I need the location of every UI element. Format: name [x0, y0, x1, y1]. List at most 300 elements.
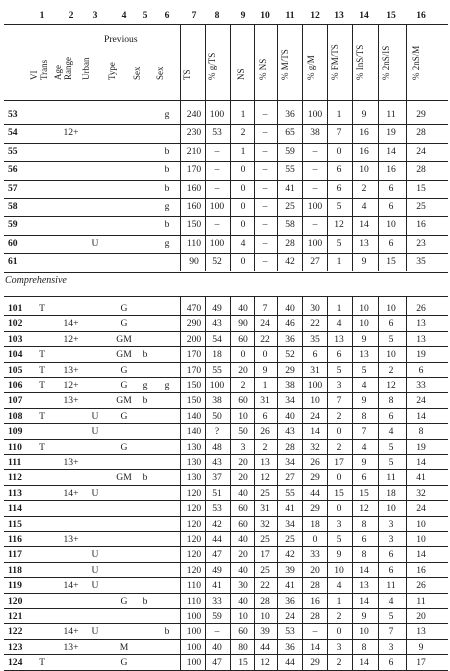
table-cell: 13 [416, 333, 426, 345]
header-pct-g-m: % g/M [306, 55, 316, 80]
table-cell: 53 [212, 503, 222, 515]
table-cell: 18 [386, 487, 396, 499]
table-cell: 9 [361, 333, 367, 345]
row-id: 59 [8, 219, 18, 231]
header-top-rule [4, 24, 448, 25]
row-id: 117 [8, 549, 22, 561]
table-cell: 14 [416, 457, 426, 468]
table-cell: 6 [418, 364, 424, 376]
table-cell: U [91, 564, 99, 576]
table-cell: 6 [262, 410, 268, 422]
table-cell: 29 [310, 657, 320, 669]
column-rule [254, 296, 255, 670]
table-cell: 2 [240, 380, 246, 391]
row-rule [4, 500, 448, 501]
table-cell: 10 [416, 518, 426, 530]
table-cell: 6 [361, 472, 367, 484]
table-cell: 120 [186, 564, 202, 576]
table-cell: 12 [359, 503, 369, 515]
table-cell: 60 [238, 333, 248, 345]
table-cell: 37 [212, 472, 222, 484]
table-cell: 120 [186, 487, 202, 499]
row-rule [4, 670, 448, 671]
table-cell: 13 [260, 457, 270, 468]
table-cell: g [164, 201, 170, 212]
table-cell: 20 [238, 472, 248, 484]
table-cell: 3 [388, 518, 394, 530]
table-cell: 30 [310, 303, 320, 314]
row-id: 112 [8, 472, 22, 484]
table-cell: T [39, 364, 45, 376]
table-cell: 4 [336, 580, 342, 592]
table-cell: 20 [238, 364, 248, 376]
table-cell: 28 [285, 441, 295, 453]
table-cell: 41 [285, 580, 295, 592]
row-rule [4, 639, 448, 640]
table-cell: 8 [361, 518, 367, 530]
table-cell: 19 [416, 441, 426, 453]
row-id: 61 [8, 256, 18, 268]
table-cell: 13 [416, 318, 426, 330]
row-id: 109 [8, 426, 23, 438]
table-cell: – [312, 219, 318, 231]
table-cell: 42 [285, 256, 295, 268]
table-cell: 4 [240, 237, 246, 249]
table-cell: 48 [212, 441, 222, 453]
table-cell: 13 [359, 349, 369, 361]
table-cell: 25 [416, 201, 426, 212]
row-id: 113 [8, 487, 22, 499]
table-cell: 240 [186, 109, 202, 120]
table-cell: 33 [310, 549, 320, 561]
table-cell: b [164, 145, 170, 157]
table-cell: 44 [260, 641, 270, 653]
table-cell: 28 [310, 580, 320, 592]
row-id: 111 [8, 457, 22, 468]
table-cell: 120 [186, 518, 202, 530]
table-cell: 0 [312, 534, 318, 545]
table-cell: b [164, 164, 170, 176]
row-rule [4, 531, 448, 532]
table-cell: 27 [285, 472, 295, 484]
table-cell: GM [116, 472, 132, 484]
table-cell: 11 [386, 580, 396, 592]
table-cell: 6 [361, 534, 367, 545]
table-cell: T [39, 441, 45, 453]
row-rule [4, 423, 448, 424]
table-cell: 14 [359, 219, 369, 231]
table-cell: 2 [336, 441, 342, 453]
table-cell: 210 [186, 145, 202, 157]
table-cell: 26 [416, 303, 426, 314]
column-rule [180, 24, 181, 271]
table-cell: b [142, 595, 148, 607]
table-cell: 38 [285, 380, 295, 391]
table-cell: 36 [285, 641, 295, 653]
table-cell: 14+ [63, 626, 79, 638]
row-rule [4, 469, 448, 470]
table-cell: U [91, 549, 99, 561]
table-cell: 32 [260, 518, 270, 530]
table-cell: 25 [260, 487, 270, 499]
table-cell: 25 [285, 534, 295, 545]
header-age: Age [53, 65, 63, 80]
table-cell: 12 [260, 657, 270, 669]
table-cell: 34 [285, 518, 295, 530]
table-cell: 40 [285, 303, 295, 314]
row-id: 104 [8, 349, 23, 361]
table-cell: 6 [388, 182, 394, 194]
table-cell: 28 [416, 127, 426, 139]
table-cell: 26 [416, 580, 426, 592]
table-cell: 140 [186, 410, 202, 422]
table-cell: 12+ [63, 333, 79, 345]
table-cell: 3 [240, 441, 246, 453]
table-cell: T [39, 349, 45, 361]
table-cell: 50 [238, 426, 248, 438]
table-cell: 14 [416, 410, 426, 422]
table-cell: 230 [186, 127, 202, 139]
table-cell: 9 [361, 395, 367, 407]
table-cell: 49 [212, 564, 222, 576]
table-cell: 1 [336, 109, 342, 120]
table-cell: 0 [336, 472, 342, 484]
row-id: 122 [8, 626, 23, 638]
table-cell: 47 [212, 549, 222, 561]
table-cell: 59 [212, 611, 222, 622]
table-cell: 24 [416, 395, 426, 407]
table-cell: 54 [212, 333, 222, 345]
table-cell: 51 [212, 487, 222, 499]
table-cell: 13 [359, 580, 369, 592]
column-number: 5 [142, 10, 148, 21]
table-cell: 60 [238, 503, 248, 515]
table-cell: 6 [388, 410, 394, 422]
column-rule [254, 24, 255, 271]
row-id: 102 [8, 318, 23, 330]
table-cell: 16 [416, 564, 426, 576]
table-cell: 20 [238, 457, 248, 468]
table-cell: b [142, 349, 148, 361]
header-sex: Sex [155, 66, 165, 80]
table-cell: 29 [310, 472, 320, 484]
table-cell: GM [116, 395, 132, 407]
table-cell: 110 [186, 595, 202, 607]
row-rule [4, 346, 448, 347]
row-id: 57 [8, 182, 18, 194]
table-cell: 33 [416, 380, 426, 391]
row-id: 121 [8, 611, 23, 622]
row-rule [4, 654, 448, 655]
column-number: 8 [214, 10, 220, 21]
table-cell: 12+ [63, 380, 79, 391]
table-cell: 2 [388, 364, 394, 376]
row-id: 107 [8, 395, 23, 407]
table-cell: – [262, 237, 268, 249]
table-cell: 39 [285, 564, 295, 576]
column-number: 12 [310, 10, 320, 21]
table-cell: 41 [212, 580, 222, 592]
table-cell: 31 [260, 503, 270, 515]
table-cell: 52 [212, 256, 222, 268]
table-cell: 60 [238, 518, 248, 530]
table-cell: 24 [416, 503, 426, 515]
row-rule [4, 392, 448, 393]
column-rule [277, 296, 278, 670]
table-cell: 110 [186, 580, 202, 592]
table-cell: 40 [238, 564, 248, 576]
header-previous: Previous [104, 34, 138, 45]
table-cell: G [120, 303, 128, 314]
table-cell: 6 [312, 349, 318, 361]
table-cell: 100 [209, 237, 225, 249]
table-cell: 2 [240, 127, 246, 139]
table-cell: 17 [416, 657, 426, 669]
header-bottom-rule [4, 100, 448, 101]
table-cell: 9 [336, 549, 342, 561]
table-cell: 0 [240, 201, 246, 212]
table-cell: 28 [285, 237, 295, 249]
header-type: Type [107, 62, 117, 80]
header-range: Range [63, 57, 73, 80]
table-cell: 7 [388, 626, 394, 638]
table-cell: 2 [336, 657, 342, 669]
table-cell: 14+ [63, 580, 79, 592]
table-cell: 170 [186, 349, 202, 361]
table-cell: 14 [359, 564, 369, 576]
table-cell: 15 [334, 487, 344, 499]
row-rule [4, 608, 448, 609]
table-cell: 16 [310, 595, 320, 607]
table-cell: 3 [336, 641, 342, 653]
table-cell: 40 [212, 641, 222, 653]
table-cell: b [164, 626, 170, 638]
table-cell: – [262, 109, 268, 120]
table-cell: 100 [209, 201, 225, 212]
table-cell: 290 [186, 318, 202, 330]
table-cell: 0 [336, 503, 342, 515]
table-cell: – [262, 182, 268, 194]
table-cell: 2 [361, 182, 367, 194]
row-rule [4, 235, 448, 236]
table-cell: 29 [285, 364, 295, 376]
row-rule [4, 331, 448, 332]
table-cell: 16 [359, 127, 369, 139]
column-rule [406, 296, 407, 670]
table-cell: 5 [388, 441, 394, 453]
table-cell: 1 [240, 145, 246, 157]
table-cell: 120 [186, 549, 202, 561]
table-cell: 19 [386, 127, 396, 139]
table-cell: 100 [307, 380, 323, 391]
row-id: 108 [8, 410, 23, 422]
table-cell: – [262, 164, 268, 176]
table-cell: 5 [388, 333, 394, 345]
table-cell: 160 [186, 201, 202, 212]
row-id: 124 [8, 657, 23, 669]
table-cell: 2 [336, 410, 342, 422]
column-number: 1 [39, 10, 45, 21]
table-cell: 0 [240, 219, 246, 231]
table-cell: 14 [310, 641, 320, 653]
table-cell: 110 [186, 237, 202, 249]
table-cell: G [120, 380, 128, 391]
row-id: 55 [8, 145, 18, 157]
table-cell: 11 [416, 595, 426, 607]
table-cell: 3 [336, 518, 342, 530]
table-cell: 9 [361, 256, 367, 268]
table-cell: M [119, 641, 129, 653]
table-cell: 44 [212, 534, 222, 545]
table-cell: 14 [359, 595, 369, 607]
table-cell: 10 [386, 503, 396, 515]
column-rule [378, 24, 379, 271]
section-label-comprehensive: Comprehensive [5, 275, 67, 286]
table-cell: 27 [310, 256, 320, 268]
table-cell: 170 [186, 364, 202, 376]
row-rule [4, 439, 448, 440]
column-rule [378, 296, 379, 670]
table-cell: – [262, 127, 268, 139]
table-cell: 9 [418, 641, 424, 653]
table-cell: 7 [262, 303, 268, 314]
table-cell: 8 [361, 549, 367, 561]
column-number: 16 [416, 10, 426, 21]
row-rule [4, 377, 448, 378]
table-cell: 41 [285, 503, 295, 515]
table-cell: 20 [416, 611, 426, 622]
table-cell: 90 [189, 256, 199, 268]
column-number: 2 [68, 10, 74, 21]
table-cell: – [262, 256, 268, 268]
table-cell: 150 [186, 380, 202, 391]
table-cell: 5 [361, 364, 367, 376]
row-rule [4, 124, 448, 125]
table-cell: 55 [285, 164, 295, 176]
table-cell: 10 [359, 318, 369, 330]
table-cell: 59 [285, 145, 295, 157]
table-cell: 7 [336, 395, 342, 407]
table-cell: 13+ [63, 534, 79, 545]
table-cell: T [39, 303, 45, 314]
table-cell: 6 [336, 164, 342, 176]
column-number: 13 [334, 10, 344, 21]
table-cell: 130 [186, 457, 202, 468]
header-ns: NS [236, 68, 246, 80]
column-number: 10 [260, 10, 270, 21]
table-cell: 44 [310, 487, 320, 499]
table-cell: 10 [260, 611, 270, 622]
table-cell: 26 [260, 426, 270, 438]
table-cell: – [312, 626, 318, 638]
column-rule [180, 296, 181, 670]
table-cell: 34 [285, 395, 295, 407]
table-cell: 8 [361, 641, 367, 653]
table-cell: 36 [285, 333, 295, 345]
row-rule [4, 272, 448, 273]
table-cell: 14+ [63, 487, 79, 499]
row-id: 118 [8, 564, 22, 576]
column-number: 4 [121, 10, 127, 21]
table-cell: U [91, 426, 99, 438]
table-cell: 25 [285, 201, 295, 212]
table-cell: 19 [416, 349, 426, 361]
table-cell: T [39, 410, 45, 422]
row-rule [4, 408, 448, 409]
table-cell: 5 [336, 364, 342, 376]
column-rule [230, 296, 231, 670]
table-cell: 33 [212, 595, 222, 607]
table-cell: – [214, 145, 220, 157]
table-cell: 24 [416, 145, 426, 157]
table-cell: 100 [186, 626, 202, 638]
table-cell: 29 [416, 109, 426, 120]
table-cell: 44 [285, 657, 295, 669]
table-cell: 4 [388, 426, 394, 438]
table-cell: 3 [388, 534, 394, 545]
table-cell: g [164, 380, 170, 391]
table-cell: – [262, 219, 268, 231]
table-cell: 100 [307, 109, 323, 120]
table-cell: 52 [285, 349, 295, 361]
table-cell: G [120, 657, 128, 669]
table-cell: 6 [336, 349, 342, 361]
row-id: 54 [8, 127, 18, 139]
table-cell: 13+ [63, 457, 79, 468]
table-cell: 32 [416, 487, 426, 499]
table-cell: GM [116, 333, 132, 345]
table-cell: 42 [212, 518, 222, 530]
header-pct-m-ts: % M/TS [280, 49, 290, 80]
row-id: 120 [8, 595, 23, 607]
row-rule [4, 362, 448, 363]
table-cell: – [262, 145, 268, 157]
table-cell: 6 [388, 657, 394, 669]
header-trans: Trans [39, 59, 49, 80]
row-rule [4, 485, 448, 486]
table-cell: 49 [212, 303, 222, 314]
column-number: 3 [92, 10, 98, 21]
table-cell: – [312, 145, 318, 157]
table-cell: 8 [388, 395, 394, 407]
table-cell: 9 [361, 457, 367, 468]
table-cell: 0 [336, 426, 342, 438]
table-cell: 5 [336, 237, 342, 249]
row-id: 110 [8, 441, 22, 453]
column-rule [302, 24, 303, 271]
column-rule [327, 24, 328, 271]
table-cell: 6 [388, 237, 394, 249]
table-cell: G [120, 364, 128, 376]
table-cell: 55 [212, 364, 222, 376]
row-rule [4, 143, 448, 144]
table-cell: 13 [334, 333, 344, 345]
table-cell: 100 [186, 611, 202, 622]
table-cell: 53 [212, 127, 222, 139]
table-cell: 9 [262, 364, 268, 376]
column-rule [205, 296, 206, 670]
table-cell: 6 [388, 564, 394, 576]
row-rule [4, 454, 448, 455]
table-cell: 6 [388, 549, 394, 561]
table-cell: 100 [209, 109, 225, 120]
table-cell: 28 [310, 611, 320, 622]
table-cell: 2 [336, 611, 342, 622]
table-cell: ? [214, 426, 220, 438]
column-rule [352, 296, 353, 670]
row-rule [4, 180, 448, 181]
table-cell: 55 [285, 487, 295, 499]
